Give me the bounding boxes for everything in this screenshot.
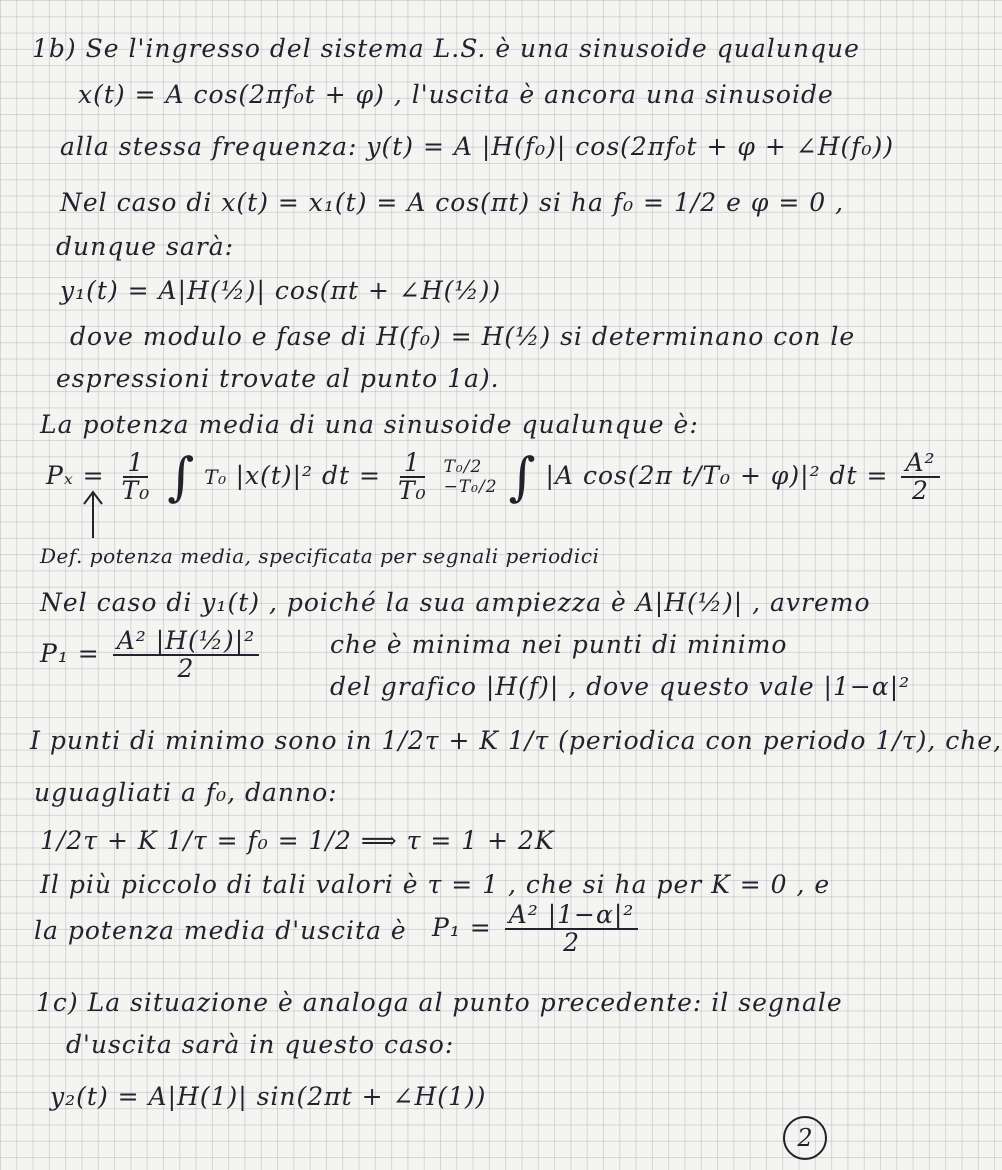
text-line: 1/2τ + K 1/τ = f₀ = 1/2 ⟹ τ = 1 + 2K — [40, 826, 555, 855]
text-line: La potenza media di una sinusoide qualunque è: — [40, 410, 699, 439]
text-line: la potenza media d'uscita è — [34, 916, 407, 945]
text-line: del grafico |H(f)| , dove questo vale |1−α|² — [330, 672, 911, 701]
text-line: Nel caso di x(t) = x₁(t) = A cos(πt) si ha f₀ = 1/2 e φ = 0 , — [60, 188, 845, 217]
text-line: uguagliati a f₀, danno: — [34, 778, 338, 807]
formula-lhs: Pₓ = — [46, 460, 105, 490]
fraction — [901, 450, 939, 505]
text-line: y₁(t) = A|H(½)| cos(πt + ∠H(½)) — [60, 276, 502, 305]
upper-limit: T₀/2 — [443, 456, 483, 477]
fraction-denominator: T₀ — [397, 476, 427, 506]
fraction-denominator: 2 — [177, 654, 195, 684]
formula-lhs: P₁ = — [40, 638, 100, 668]
fraction — [118, 450, 155, 505]
text-line: Nel caso di y₁(t) , poiché la sua ampiezza è A|H(½)| , avremo — [40, 588, 871, 617]
annotation-note: Def. potenza media, specificata per segnali periodici — [40, 544, 600, 568]
text-line: x(t) = A cos(2πf₀t + φ) , l'uscita è ancora una sinusoide — [78, 80, 834, 109]
integral-limits — [444, 457, 498, 498]
text-line: Il più piccolo di tali valori è τ = 1 , che si ha per K = 0 , e — [40, 870, 831, 899]
text-line: che è minima nei punti di minimo — [330, 630, 788, 659]
fraction-numerator: 1 — [400, 450, 425, 478]
fraction-numerator: A² |1−α|² — [505, 902, 639, 930]
text-line: espressioni trovate al punto 1a). — [56, 364, 500, 393]
integrand: |A cos(2π t/T₀ + φ)|² dt = — [545, 460, 889, 490]
p1-formula — [40, 628, 263, 683]
fraction — [113, 628, 259, 683]
integral-sign: ∫ — [508, 447, 537, 508]
text-line: I punti di minimo sono in 1/2τ + K 1/τ (periodica con periodo 1/τ), che, — [30, 726, 1002, 755]
text-line: dove modulo e fase di H(f₀) = H(½) si determinano con le — [70, 322, 856, 351]
text-line: alla stessa frequenza: y(t) = A |H(f₀)| cos(2πf₀t + φ + ∠H(f₀)) — [60, 132, 895, 161]
fraction-denominator: 2 — [563, 928, 580, 958]
formula-lhs: P₁ = — [432, 912, 492, 942]
fraction — [505, 902, 639, 957]
text-line: y₂(t) = A|H(1)| sin(2πt + ∠H(1)) — [50, 1082, 487, 1111]
text-line: dunque sarà: — [56, 232, 235, 261]
fraction-numerator: A² |H(½)|² — [113, 628, 259, 656]
fraction-numerator: 1 — [123, 450, 148, 478]
page-number: 2 — [783, 1116, 827, 1160]
lower-limit: −T₀/2 — [443, 477, 498, 498]
fraction-numerator: A² — [901, 450, 939, 478]
text-line: 1b) Se l'ingresso del sistema L.S. è una sinusoide qualunque — [32, 34, 860, 63]
p1-final-formula — [432, 902, 642, 957]
integral-sign: ∫ — [167, 447, 196, 508]
power-formula — [46, 447, 944, 508]
fraction — [394, 450, 431, 505]
fraction-denominator: 2 — [912, 476, 929, 506]
up-arrow-icon — [78, 488, 108, 540]
integrand: |x(t)|² dt = — [235, 460, 381, 490]
integral-limit: T₀ — [204, 464, 227, 489]
text-line: 1c) La situazione è analoga al punto precedente: il segnale — [36, 988, 843, 1017]
text-line: d'uscita sarà in questo caso: — [66, 1030, 455, 1059]
fraction-denominator: T₀ — [121, 476, 151, 506]
